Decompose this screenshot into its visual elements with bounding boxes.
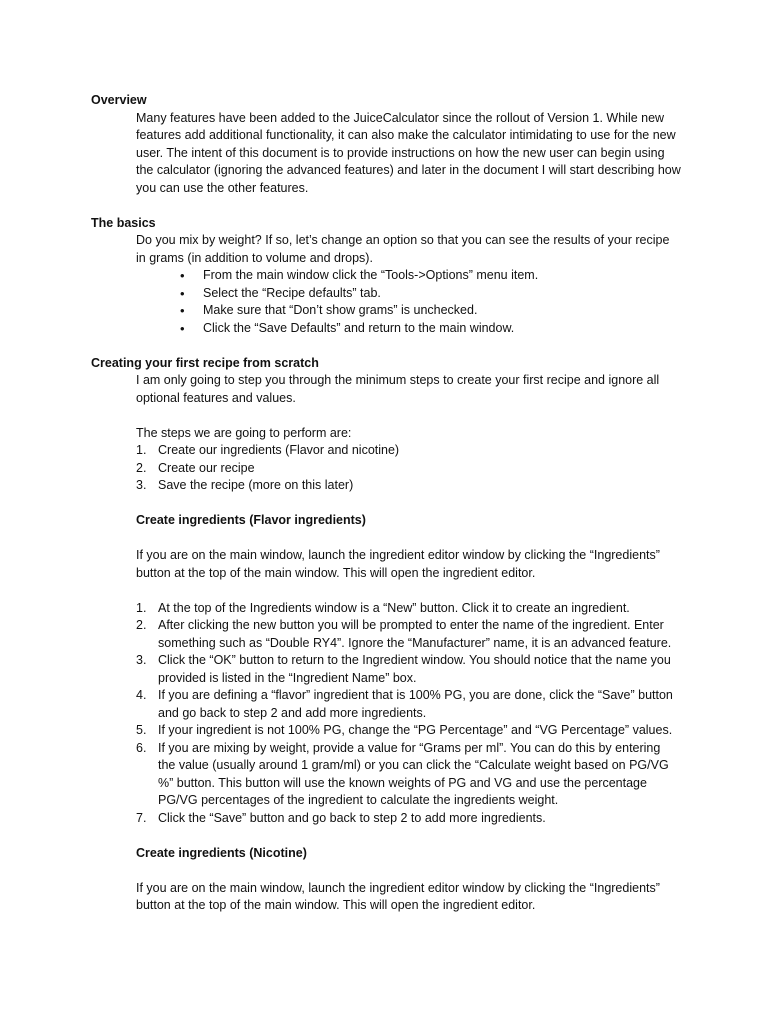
basics-heading: The basics <box>91 215 156 230</box>
steps-intro: The steps we are going to perform are: <box>136 425 352 440</box>
basics-bullet-list <box>0 267 768 337</box>
flavor-section-intro: If you are on the main window, launch the ingredient editor window by clicking the “Ingredients” button at the top of the main window. This will open the ingredient editor. <box>136 548 660 580</box>
list-item: • Make sure that “Don’t show grams” is unchecked. <box>180 302 768 320</box>
nicotine-section-intro: If you are on the main window, launch the ingredient editor window by clicking the “Ingredients” button at the top of the main window. This will open the ingredient editor. <box>136 880 660 912</box>
basics-paragraph: Do you mix by weight? If so, let’s change an option so that you can see the results of your recipe in grams (in addition to volume and drops). <box>136 233 670 265</box>
list-item: 1. At the top of the Ingredients window is a “New” button. Click it to create an ingredient. <box>136 600 630 615</box>
list-item: 3. Save the recipe (more on this later) <box>136 478 354 492</box>
nicotine-section-heading: Create ingredients (Nicotine) <box>136 845 307 860</box>
overview-heading: Overview <box>91 93 147 107</box>
list-item: 5. If your ingredient is not 100% PG, change the “PG Percentage” and “VG Percentage” values. <box>136 723 673 737</box>
list-item: 6. If you are mixing by weight, provide a value for “Grams per ml”. You can do this by entering the value (usually around 1 gram/ml) or you can click the “Calculate weight based on PG/VG %” button. This button will use the known weights of PG and VG and use the percentage PG/VG percentages of the ingredient to calculate the ingredients weight. <box>136 740 669 807</box>
first-recipe-heading: Creating your first recipe from scratch <box>91 355 319 370</box>
document-body <box>0 92 768 915</box>
list-item: • From the main window click the “Tools->Options” menu item. <box>180 267 768 285</box>
list-item: • Click the “Save Defaults” and return to the main window. <box>180 320 768 338</box>
recipe-steps-list <box>0 442 768 495</box>
first-recipe-intro: I am only going to step you through the minimum steps to create your first recipe and ignore all optional features and values. <box>136 373 660 405</box>
list-item: 2. After clicking the new button you will be prompted to enter the name of the ingredient. Enter something such as “Double RY4”. Ignore the “Manufacturer” name, it is an advanced feature. <box>136 618 672 650</box>
flavor-section-heading: Create ingredients (Flavor ingredients) <box>136 513 366 527</box>
flavor-steps-list <box>0 600 768 828</box>
overview-paragraph: Many features have been added to the JuiceCalculator since the rollout of Version 1. While new features add additional functionality, it can also make the calculator intimidating to use for the new user. The intent of this document is to provide instructions on how the new user can begin using the calculator (ignoring the advanced features) and later in the document I will start describing how you can use the other features. <box>136 110 681 195</box>
list-item: 2. Create our recipe <box>136 460 255 475</box>
list-item: 1. Create our ingredients (Flavor and nicotine) <box>136 443 400 457</box>
list-item: 4. If you are defining a “flavor” ingredient that is 100% PG, you are done, click the “Save” button and go back to step 2 and add more ingredients. <box>136 688 673 720</box>
list-item: 7. Click the “Save” button and go back to step 2 to add more ingredients. <box>136 810 546 825</box>
list-item: 3. Click the “OK” button to return to the Ingredient window. You should notice that the name you provided is listed in the “Ingredient Name” box. <box>136 653 671 685</box>
list-item: • Select the “Recipe defaults” tab. <box>180 285 768 303</box>
